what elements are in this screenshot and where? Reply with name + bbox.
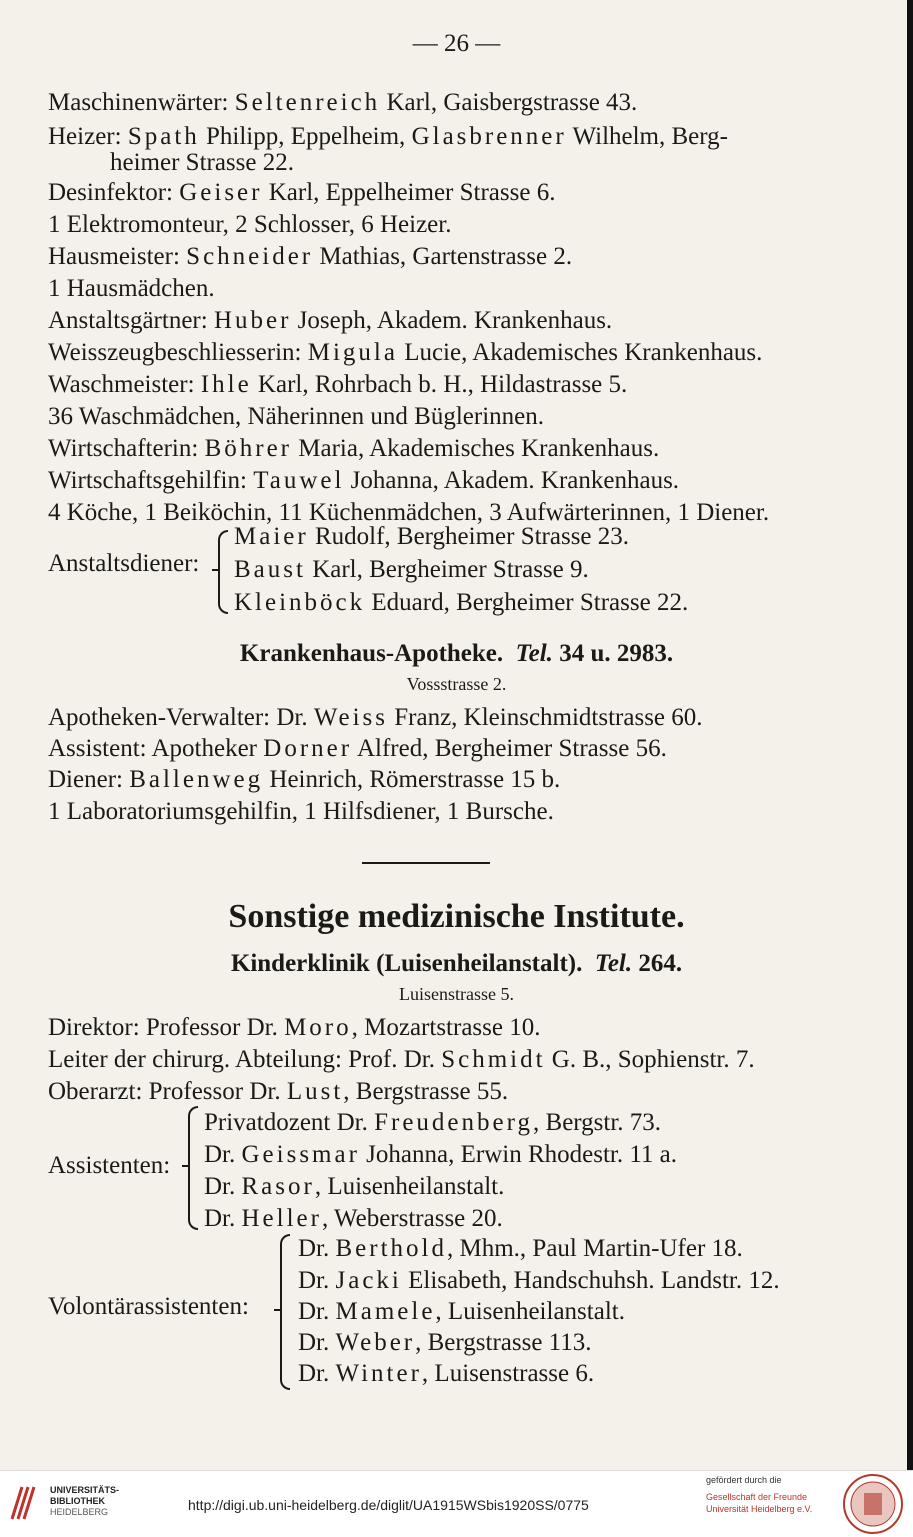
spaced-name: Böhrer (204, 435, 292, 462)
text-span: Lucie, Akademisches Krankenhaus. (397, 339, 763, 366)
text-span: , Mhm., Paul Martin-Ufer 18. (447, 1235, 743, 1262)
text-span: Leiter der chirurg. Abteilung: Prof. Dr. (48, 1046, 442, 1073)
text-span: Wirtschafterin: (48, 435, 205, 462)
text-line (234, 588, 688, 618)
text-span: Karl, Eppelheimer Strasse 6. (262, 179, 556, 206)
text-span: Dr. (204, 1173, 242, 1200)
spaced-name: Heller (241, 1205, 322, 1232)
spaced-name: Jacki (335, 1267, 402, 1294)
text-span: , Luisenstrasse 6. (421, 1360, 595, 1387)
text-line (48, 434, 659, 464)
text-span: 1 Hausmädchen. (48, 275, 215, 302)
spaced-name: Migula (307, 339, 398, 366)
spaced-name: Dorner (263, 735, 353, 762)
spaced-name: Berthold (335, 1235, 447, 1262)
text-line (48, 274, 215, 304)
text-line (48, 734, 667, 764)
text-span: Karl, Gaisbergstrasse 43. (380, 89, 638, 116)
text-span: Joseph, Akadem. Krankenhaus. (291, 307, 613, 334)
spaced-name: Huber (213, 307, 292, 334)
text-span: Heinrich, Römerstrasse 15 b. (263, 766, 561, 793)
text-span: , Mozartstrasse 10. (351, 1014, 541, 1041)
text-span: Direktor: Professor Dr. (48, 1014, 285, 1041)
spaced-name: Weiss (313, 704, 388, 731)
text-line (204, 1140, 677, 1170)
text-span: Eduard, Bergheimer Strasse 22. (365, 589, 689, 616)
text-span: Diener: (48, 766, 130, 793)
text-line (48, 765, 560, 795)
text-line (48, 88, 637, 118)
text-line (204, 1172, 504, 1202)
text-span: Desinfektor: (48, 179, 180, 206)
spaced-name: Rasor (241, 1173, 315, 1200)
spaced-name: Glasbrenner (411, 123, 567, 150)
text-line (110, 148, 294, 178)
text-span: , Bergstrasse 55. (343, 1078, 509, 1105)
text-span: Maria, Akademisches Krankenhaus. (292, 435, 660, 462)
text-span: Karl, Bergheimer Strasse 9. (305, 556, 589, 583)
spaced-name: Ihle (200, 371, 252, 398)
spaced-name: Kleinböck (234, 589, 366, 616)
text-line (298, 1297, 625, 1327)
text-span: Privatdozent Dr. (204, 1109, 375, 1136)
spaced-name: Mamele (335, 1298, 436, 1325)
spaced-name: Maier (234, 523, 309, 550)
text-span: Weisszeugbeschliesserin: (48, 339, 308, 366)
text-span: heimer Strasse 22. (110, 149, 294, 176)
text-line (48, 242, 572, 272)
text-line (48, 370, 627, 400)
text-line (298, 1234, 743, 1264)
spaced-name: Geissmar (241, 1141, 360, 1168)
text-span: , Luisenheilanstalt. (435, 1298, 625, 1325)
brace (188, 1106, 198, 1230)
text-span: Dr. (298, 1329, 336, 1356)
text-span: Anstaltsgärtner: (48, 307, 214, 334)
spaced-name: Winter (335, 1360, 422, 1387)
spaced-name: Weber (335, 1329, 416, 1356)
text-line (48, 1077, 508, 1107)
kinderklinik-title: Kinderklinik (Luisenheilanstalt). Tel. 264. (230, 950, 683, 977)
text-span: Dr. (204, 1141, 242, 1168)
spaced-name: Seltenreich (234, 89, 381, 116)
text-line (48, 797, 554, 827)
text-span: Waschmeister: (48, 371, 201, 398)
text-span: Heizer: (48, 123, 128, 150)
text-span: Johanna, Erwin Rhodestr. 11 a. (359, 1141, 677, 1168)
text-span: Apotheken-Verwalter: Dr. (48, 704, 314, 731)
source-url[interactable]: http://digi.ub.uni-heidelberg.de/diglit/UA1915WSbis1920SS/0775 (188, 1497, 589, 1513)
spaced-name: Schmidt (441, 1046, 546, 1073)
text-span: Maschinenwärter: (48, 89, 235, 116)
footer-bar (0, 1470, 913, 1537)
text-line (298, 1266, 780, 1296)
text-span: Karl, Rohrbach b. H., Hildastrasse 5. (251, 371, 628, 398)
text-span: , Weberstrasse 20. (321, 1205, 503, 1232)
apotheke-title: Krankenhaus-Apotheke. Tel. 34 u. 2983. (239, 640, 674, 667)
page-number: — 26 — (412, 30, 501, 57)
text-line (298, 1328, 592, 1358)
text-span: Alfred, Bergheimer Strasse 56. (352, 735, 667, 762)
text-line (48, 338, 762, 368)
text-span: Assistent: Apotheker (48, 735, 264, 762)
spaced-name: Geiser (179, 179, 263, 206)
assistenten-label: Assistenten: (48, 1152, 171, 1179)
library-name: UNIVERSITÄTS- BIBLIOTHEK HEIDELBERG (50, 1485, 120, 1517)
library-logo-icon (8, 1483, 42, 1523)
text-span: Johanna, Akadem. Krankenhaus. (344, 467, 680, 494)
text-span: 36 Waschmädchen, Näherinnen und Büglerinnen. (48, 403, 544, 430)
text-span: , Luisenheilanstalt. (314, 1173, 505, 1200)
text-line (234, 522, 629, 552)
text-span: , Bergstr. 73. (533, 1109, 662, 1136)
text-line (48, 466, 679, 496)
text-span: Oberarzt: Professor Dr. (48, 1078, 287, 1105)
spaced-name: Moro (284, 1014, 352, 1041)
spaced-name: Schneider (186, 243, 314, 270)
text-line (48, 703, 703, 733)
text-span: Dr. (298, 1298, 336, 1325)
text-line (48, 1045, 755, 1075)
brace (280, 1234, 290, 1390)
volontaer-label: Volontärassistenten: (48, 1293, 249, 1320)
spaced-name: Baust (234, 556, 306, 583)
spaced-name: Tauwel (253, 467, 345, 494)
text-span: Rudolf, Bergheimer Strasse 23. (308, 523, 630, 550)
apotheke-address: Vossstrasse 2. (406, 674, 507, 694)
text-span: Hausmeister: (48, 243, 187, 270)
page-edge (907, 0, 913, 1470)
kinderklinik-address: Luisenstrasse 5. (399, 984, 514, 1004)
text-span: Dr. (298, 1360, 336, 1387)
text-line (48, 402, 544, 432)
spaced-name: Spath (127, 123, 200, 150)
text-span: Wilhelm, Berg- (566, 123, 728, 150)
university-seal-icon (842, 1473, 904, 1535)
text-span: Philipp, Eppelheim, (199, 123, 412, 150)
text-span: Franz, Kleinschmidtstrasse 60. (388, 704, 703, 731)
text-span: 1 Elektromonteur, 2 Schlosser, 6 Heizer. (48, 211, 452, 238)
text-span: 1 Laboratoriumsgehilfin, 1 Hilfsdiener, 1 Bursche. (48, 798, 554, 825)
text-line (48, 210, 451, 240)
text-line (234, 555, 589, 585)
sponsor-name: Gesellschaft der Freunde Universität Heidelberg e.V. (706, 1492, 813, 1514)
spaced-name: Lust (286, 1078, 344, 1105)
text-span: Mathias, Gartenstrasse 2. (313, 243, 573, 270)
sponsor-label: gefördert durch die (706, 1475, 782, 1485)
text-line (48, 306, 612, 336)
text-line (204, 1204, 503, 1234)
section-divider (362, 862, 490, 864)
text-line (48, 1013, 540, 1043)
text-span: Elisabeth, Handschuhsh. Landstr. 12. (401, 1267, 780, 1294)
text-span: Dr. (298, 1235, 336, 1262)
text-span: 4 Köche, 1 Beiköchin, 11 Küchenmädchen, 3 Aufwärterinnen, 1 Diener. (48, 499, 770, 526)
brace (218, 530, 228, 614)
text-line (204, 1108, 661, 1138)
spaced-name: Ballenweg (129, 766, 264, 793)
text-span: , Bergstrasse 113. (415, 1329, 592, 1356)
spaced-name: Freudenberg (374, 1109, 534, 1136)
text-line (298, 1359, 594, 1389)
text-span: Dr. (204, 1205, 242, 1232)
text-span: G. B., Sophienstr. 7. (545, 1046, 755, 1073)
text-span: Dr. (298, 1267, 336, 1294)
text-span: Wirtschaftsgehilfin: (48, 467, 254, 494)
section-title: Sonstige medizinische Institute. (228, 898, 685, 935)
anstaltsdiener-label: Anstaltsdiener: (48, 550, 200, 577)
text-line (48, 178, 555, 208)
